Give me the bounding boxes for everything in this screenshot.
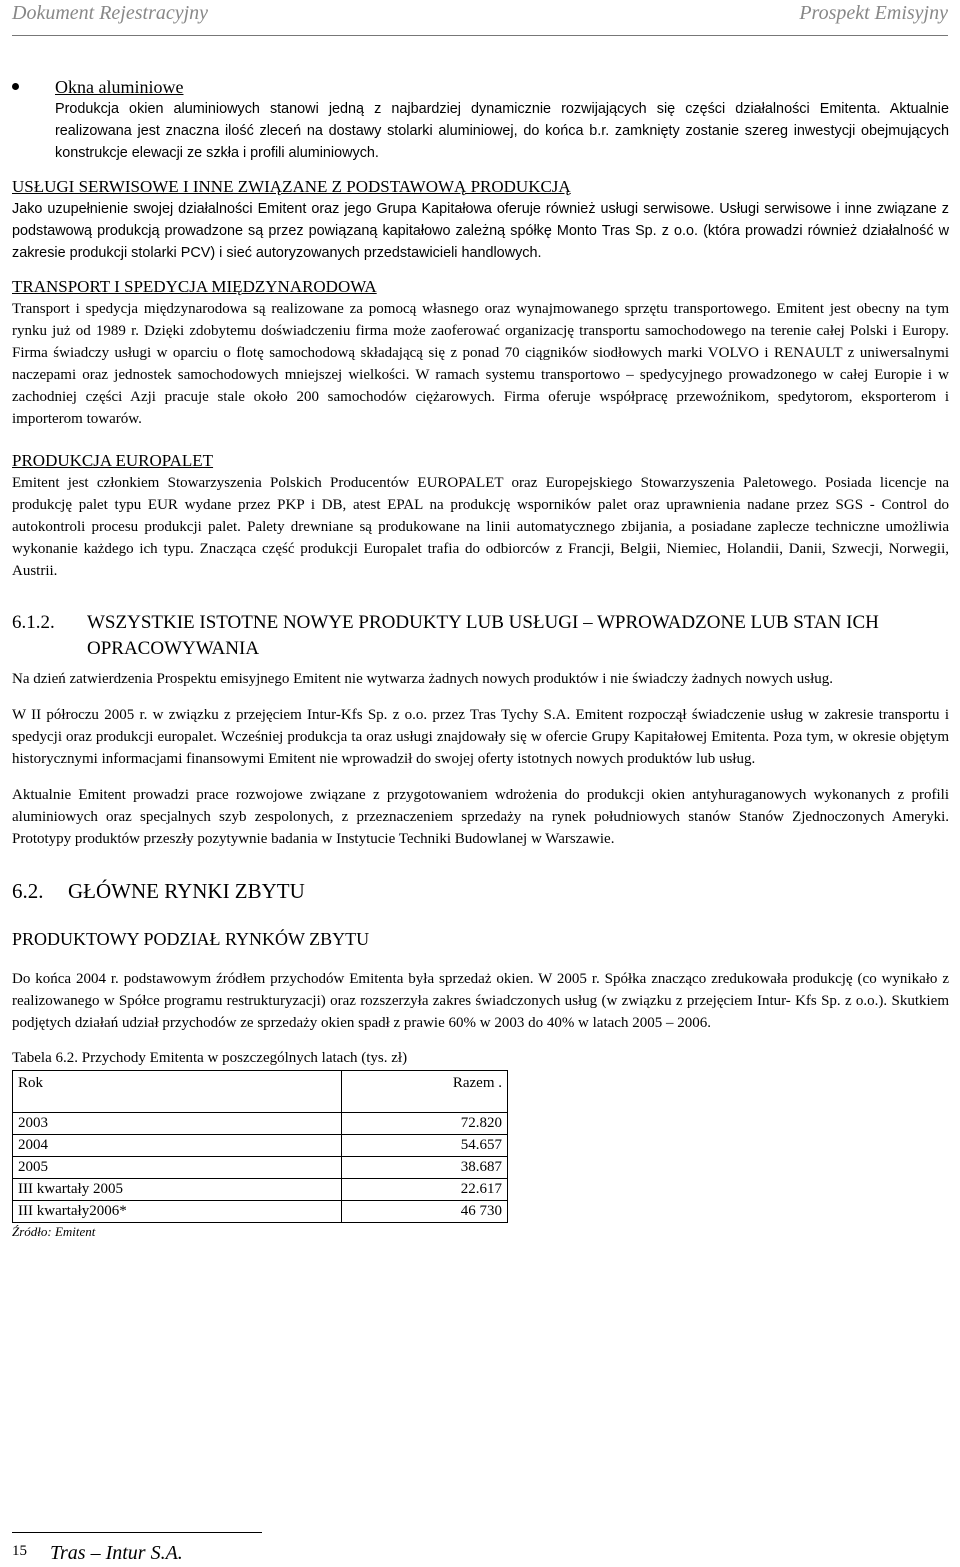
bullet-title: Okna aluminiowe <box>55 77 184 97</box>
bullet-dot-icon <box>12 83 19 90</box>
footer-company: Tras – Intur S.A. <box>50 1542 183 1564</box>
table-cell-year: 2005 <box>13 1157 342 1179</box>
revenue-table <box>12 1070 508 1223</box>
footer-rule <box>12 1532 262 1533</box>
section-heading-transport: TRANSPORT I SPEDYCJA MIĘDZYNARODOWA <box>12 277 377 296</box>
section-heading-europalet: PRODUKCJA EUROPALET <box>12 451 214 470</box>
subsection-heading: PRODUKTOWY PODZIAŁ RYNKÓW ZBYTU <box>12 929 370 949</box>
section-heading-62 <box>12 878 949 904</box>
table-cell-year: 2004 <box>13 1135 342 1157</box>
table-cell-total: 38.687 <box>342 1157 508 1179</box>
table-cell-total: 54.657 <box>342 1135 508 1157</box>
section-number: 6.1.2. <box>12 612 55 633</box>
paragraph: Na dzień zatwierdzenia Prospektu emisyjnego Emitent nie wytwarza żadnych nowych produktów i nie świadczy żadnych nowych usług. <box>12 671 834 687</box>
table-caption: Tabela 6.2. Przychody Emitenta w poszczególnych latach (tys. zł) <box>12 1050 408 1066</box>
bullet-text: Produkcja okien aluminiowych stanowi jedną z najbardziej dynamicznie rozwijających się części działalności Emitenta. Aktualnie realizowana jest znaczna ilość zleceń na dostawy stolarki aluminiowej, do końca b.r. zamknięty zostanie szereg inwestycji obejmujących konstrukcje elewacji ze szkła i profili aluminiowych. <box>55 101 949 161</box>
paragraph: Aktualnie Emitent prowadzi prace rozwojowe związane z przygotowaniem wdrożenia do produkcji okien antyhuraganowych wykonanych z profili aluminiowych oraz specjalnych szyb zespolonych, z przeznaczeniem sprzedaży na rynek południowych stanów Stanów Zjednoczonych Ameryki. Prototypy produktów przeszły pozytywnie badania w Instytucie Techniki Budowlanej w Warszawie. <box>12 787 949 847</box>
table-cell-total: 46 730 <box>342 1201 508 1223</box>
table-cell-year: 2003 <box>13 1113 342 1135</box>
table-row <box>13 1135 508 1157</box>
paragraph: W II półroczu 2005 r. w związku z przejęciem Intur-Kfs Sp. z o.o. przez Tras Tychy S.A. Emitent rozpoczął świadczenie usług w zakresie transportu i spedycji oraz produkcji europalet. Wcześniej produkcja ta oraz usługi znajdowały się w ofercie Grupy Kapitałowej Emitenta. Poza tym, w okresie objętym historycznymi informacjami finansowymi Emitent nie wprowadził do swojej oferty istotnych nowych produktów lub usług. <box>12 707 949 767</box>
table-header-row <box>13 1071 508 1113</box>
europalet-text: Emitent jest członkiem Stowarzyszenia Polskich Producentów EUROPALET oraz Europejskiego Stowarzyszenia Paletowego. Posiada licencje na produkcję palet typu EUR wydane przez PKP i DB, atest EPAL na produkcję wsporników palet oraz uprawnienia nadane przez SGS - Control do autokontroli procesu produkcji palet. Palety drewniane są produkowane na linii automatycznego zbijania, a posiadane zaplecze techniczne umożliwia wykonanie każdego ich typu. Znacząca część produkcji Europalet trafia do odbiorców z Francji, Belgii, Niemiec, Holandii, Danii, Szwecji, Norwegii, Austrii. <box>12 475 949 579</box>
table-row <box>13 1201 508 1223</box>
table-row <box>13 1157 508 1179</box>
table-cell-year: III kwartały 2005 <box>13 1179 342 1201</box>
table-cell-total: 22.617 <box>342 1179 508 1201</box>
page-content <box>12 76 949 1241</box>
page-number: 15 <box>12 1543 27 1559</box>
table-header-cell: Rok <box>13 1071 342 1113</box>
header-prospectus: Prospekt Emisyjny <box>799 2 948 24</box>
section-title: GŁÓWNE RYNKI ZBYTU <box>68 879 305 903</box>
section-heading-service: USŁUGI SERWISOWE I INNE ZWIĄZANE Z PODSTAWOWĄ PRODUKCJĄ <box>12 177 571 196</box>
table-cell-total: 72.820 <box>342 1113 508 1135</box>
table-header-cell: Razem . <box>342 1071 508 1113</box>
paragraph: Do końca 2004 r. podstawowym źródłem przychodów Emitenta była sprzedaż okien. W 2005 r. Spółka znacząco zredukowała produkcję (co wynikało z realizowanego w Spółce programu restrukturyzacji) oraz rozszerzyła zakres świadczonych usług (w związku z przejęciem Intur- Kfs Sp. z o.o.). Skutkiem podjętych działań udział przychodów ze sprzedaży okien spadł z prawie 60% w 2003 do 40% w latach 2005 – 2006. <box>12 971 949 1031</box>
table-source: Źródło: Emitent <box>12 1224 96 1239</box>
service-text: Jako uzupełnienie swojej działalności Emitent oraz jego Grupa Kapitałowa oferuje również usługi serwisowe. Usługi serwisowe i inne związane z podstawową produkcją prowadzone są przez powiązaną kapitałowo zależną spółkę Monto Tras Sp. z o.o. (która prowadzi również działalność w zakresie produkcji stolarki PCV) i sieć autoryzowanych przedstawicieli handlowych. <box>12 201 949 261</box>
page-header <box>12 0 948 36</box>
section-title: WSZYSTKIE ISTOTNE NOWYE PRODUKTY LUB USŁUGI – WPROWADZONE LUB STAN ICH OPRACOWYWANIA <box>87 612 879 659</box>
transport-text: Transport i spedycja międzynarodowa są realizowane za pomocą własnego oraz wynajmowanego sprzętu transportowego. Emitent jest obecny na tym rynku już od 1989 r. Dzięki zdobytemu doświadczeniu firma może zaoferować organizację transportu samochodowego na terenie całej Polski i Europy. Firma świadczy usługi w oparciu o flotę samochodową składającą się z ponad 70 ciągników siodłowych marki VOLVO i RENAULT z uniwersalnymi naczepami oraz jednostek samochodowych mniejszej wielkości. W ramach systemu transportowo – spedycyjnego prowadzonego w całej Europie i w zachodniej części Azji pracuje stale około 200 samochodów ciężarowych. Firma oferuje współpracę przewoźnikom, spedytorom, eksporterom i importerom towarów. <box>12 301 949 427</box>
section-number: 6.2. <box>12 879 44 903</box>
section-heading-612 <box>12 610 949 662</box>
header-doc-type: Dokument Rejestracyjny <box>12 2 209 24</box>
page-footer <box>12 1532 949 1567</box>
table-row <box>13 1179 508 1201</box>
table-row <box>13 1113 508 1135</box>
table-cell-year: III kwartały2006* <box>13 1201 342 1223</box>
bullet-aluminium-windows <box>12 76 949 164</box>
